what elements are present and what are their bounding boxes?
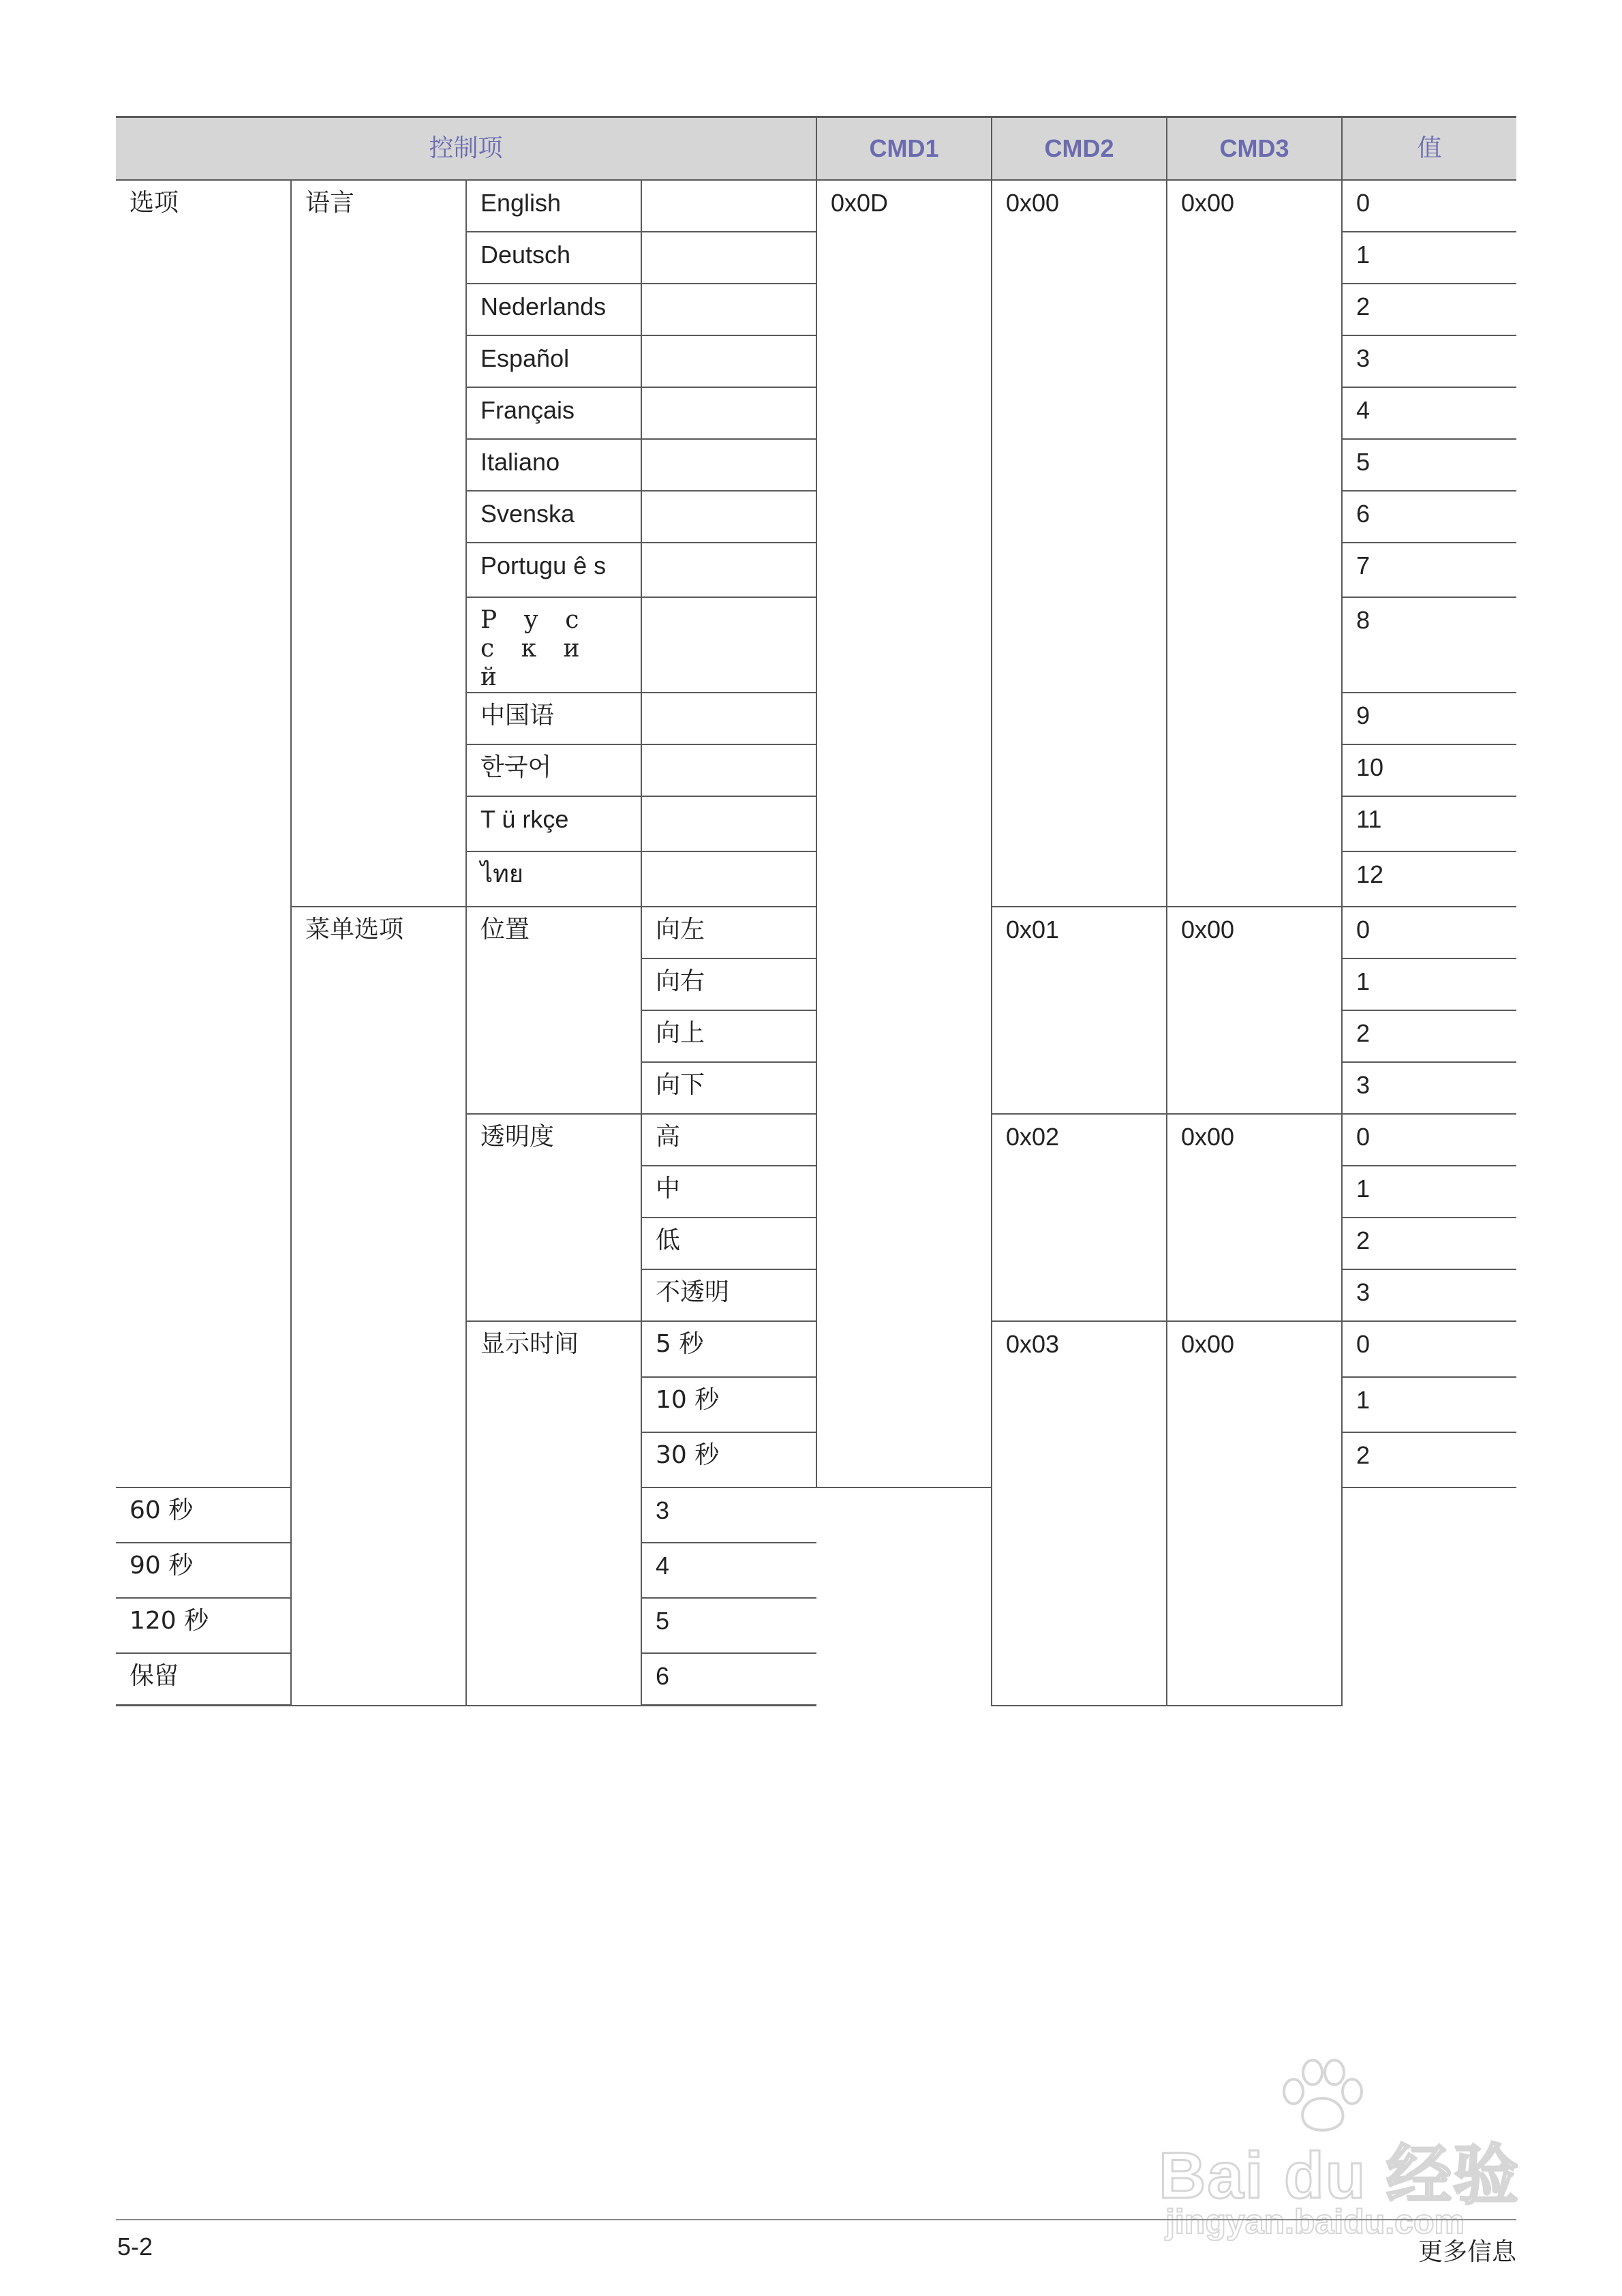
empty-cell bbox=[641, 744, 816, 796]
empty-cell bbox=[641, 387, 816, 439]
value-cell: 0 bbox=[1342, 1321, 1516, 1377]
transparency-label: 透明度 bbox=[466, 1114, 641, 1321]
display-time-cmd2: 0x03 bbox=[992, 1321, 1167, 1706]
setting-name: 不透明 bbox=[641, 1269, 816, 1321]
empty-cell bbox=[641, 232, 816, 284]
value-cell: 12 bbox=[1342, 851, 1516, 907]
setting-name: 向右 bbox=[641, 958, 816, 1010]
value-cell: 1 bbox=[1342, 232, 1516, 284]
transparency-cmd2: 0x02 bbox=[992, 1114, 1167, 1321]
baidu-jingyan-watermark bbox=[1152, 2059, 1533, 2241]
empty-cell bbox=[641, 851, 816, 907]
setting-name: 120 秒 bbox=[116, 1598, 291, 1653]
value-cell: 0 bbox=[1342, 1114, 1516, 1166]
value-cell: 7 bbox=[1342, 543, 1516, 597]
value-cell: 1 bbox=[1342, 1166, 1516, 1218]
value-cell: 2 bbox=[1342, 1010, 1516, 1062]
empty-cell bbox=[641, 284, 816, 335]
language-name: Deutsch bbox=[466, 232, 641, 284]
category-options: 选项 bbox=[116, 180, 291, 1487]
setting-name: 高 bbox=[641, 1114, 816, 1166]
value-cell: 9 bbox=[1342, 693, 1516, 744]
value-cell: 8 bbox=[1342, 597, 1516, 693]
setting-name: 向左 bbox=[641, 907, 816, 958]
empty-cell bbox=[641, 335, 816, 387]
value-cell: 4 bbox=[641, 1543, 816, 1598]
language-name: Р у с с к и й bbox=[466, 597, 641, 693]
setting-name: 60 秒 bbox=[116, 1487, 291, 1543]
value-cell: 6 bbox=[1342, 491, 1516, 543]
value-cell: 5 bbox=[641, 1598, 816, 1653]
paw-icon bbox=[1274, 2059, 1370, 2134]
language-name: 中国语 bbox=[466, 693, 641, 744]
language-name: Portugu ê s bbox=[466, 543, 641, 597]
setting-name: 10 秒 bbox=[641, 1377, 816, 1432]
display-time-label: 显示时间 bbox=[466, 1321, 641, 1706]
menu-options-label: 菜单选项 bbox=[291, 907, 466, 1706]
value-cell: 6 bbox=[641, 1653, 816, 1706]
empty-cell bbox=[641, 439, 816, 491]
setting-name: 5 秒 bbox=[641, 1321, 816, 1377]
position-label: 位置 bbox=[466, 907, 641, 1114]
language-name: English bbox=[466, 180, 641, 232]
watermark-brand: Bai du 经验 bbox=[1159, 2139, 1520, 2212]
value-cell: 0 bbox=[1342, 907, 1516, 958]
value-cell: 11 bbox=[1342, 796, 1516, 851]
setting-name: 90 秒 bbox=[116, 1543, 291, 1598]
header-value: 值 bbox=[1342, 117, 1516, 180]
value-cell: 2 bbox=[1342, 1218, 1516, 1269]
value-cell: 3 bbox=[1342, 335, 1516, 387]
value-cell: 1 bbox=[1342, 1377, 1516, 1432]
value-cell: 3 bbox=[1342, 1269, 1516, 1321]
setting-name: 30 秒 bbox=[641, 1432, 816, 1487]
setting-name: 向上 bbox=[641, 1010, 816, 1062]
control-command-table bbox=[116, 116, 1516, 1706]
language-name: ไทย bbox=[466, 851, 641, 907]
value-cell: 10 bbox=[1342, 744, 1516, 796]
language-name: Español bbox=[466, 335, 641, 387]
value-cell: 5 bbox=[1342, 439, 1516, 491]
value-cell: 3 bbox=[641, 1487, 816, 1543]
language-cmd3: 0x00 bbox=[1167, 180, 1342, 907]
display-time-cmd3: 0x00 bbox=[1167, 1321, 1342, 1706]
setting-name: 中 bbox=[641, 1166, 816, 1218]
header-cmd1: CMD1 bbox=[816, 117, 992, 180]
language-cmd2: 0x00 bbox=[992, 180, 1167, 907]
value-cell: 0 bbox=[1342, 180, 1516, 232]
page-number: 5-2 bbox=[117, 2233, 153, 2261]
value-cell: 4 bbox=[1342, 387, 1516, 439]
cmd1-cell: 0x0D bbox=[816, 180, 992, 1487]
language-name: Italiano bbox=[466, 439, 641, 491]
empty-cell bbox=[641, 693, 816, 744]
empty-cell bbox=[641, 597, 816, 693]
footer-divider bbox=[116, 2219, 1516, 2220]
setting-name: 向下 bbox=[641, 1062, 816, 1114]
header-cmd2: CMD2 bbox=[992, 117, 1167, 180]
position-cmd3: 0x00 bbox=[1167, 907, 1342, 1114]
header-control: 控制项 bbox=[116, 117, 816, 180]
empty-cell bbox=[641, 491, 816, 543]
footer-section-title: 更多信息 bbox=[1418, 2238, 1516, 2266]
setting-name: 低 bbox=[641, 1218, 816, 1269]
value-cell: 2 bbox=[1342, 1432, 1516, 1487]
language-name: T ü rkçe bbox=[466, 796, 641, 851]
language-name: Nederlands bbox=[466, 284, 641, 335]
value-cell: 1 bbox=[1342, 958, 1516, 1010]
header-cmd3: CMD3 bbox=[1167, 117, 1342, 180]
empty-cell bbox=[641, 180, 816, 232]
position-cmd2: 0x01 bbox=[992, 907, 1167, 1114]
empty-cell bbox=[641, 796, 816, 851]
language-name: Svenska bbox=[466, 491, 641, 543]
language-name: Français bbox=[466, 387, 641, 439]
transparency-cmd3: 0x00 bbox=[1167, 1114, 1342, 1321]
value-cell: 2 bbox=[1342, 284, 1516, 335]
setting-name: 保留 bbox=[116, 1653, 291, 1706]
language-name: 한국어 bbox=[466, 744, 641, 796]
empty-cell bbox=[641, 543, 816, 597]
watermark-url: jingyan.baidu.com bbox=[1165, 2203, 1465, 2241]
value-cell: 3 bbox=[1342, 1062, 1516, 1114]
language-label: 语言 bbox=[291, 180, 466, 907]
